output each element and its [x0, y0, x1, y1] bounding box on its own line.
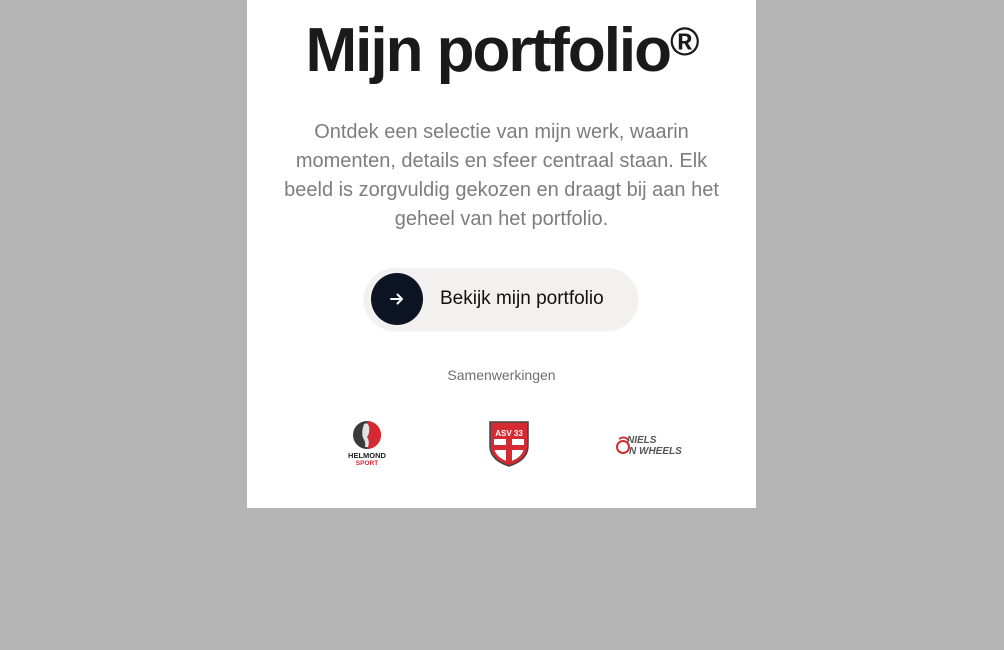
helmond-text: HELMOND [348, 451, 386, 460]
niels-on-wheels-logo [615, 430, 687, 460]
niels-text: NIELS [627, 435, 657, 446]
page-title: Mijn portfolio® [305, 16, 698, 85]
wheels-text: N WHEELS [629, 446, 682, 457]
asv-text: ASV 33 [495, 429, 523, 438]
sport-text: SPORT [355, 460, 379, 467]
view-portfolio-label: Bekijk mijn portfolio [440, 288, 604, 309]
intro-text: Ontdek een selectie van mijn werk, waarin momenten, details en sfeer centraal staan. Elk beeld is zorgvuldig gekozen en draagt bij aan het geheel van het portfolio. [284, 121, 719, 230]
registered-mark: ® [670, 20, 698, 64]
arrow-right-icon [371, 273, 423, 325]
view-portfolio-button[interactable] [364, 268, 638, 330]
helmond-sport-logo [345, 418, 389, 468]
partners-heading: Samenwerkingen [447, 367, 556, 383]
portfolio-card [247, 0, 756, 508]
asv-33-logo [487, 418, 531, 468]
